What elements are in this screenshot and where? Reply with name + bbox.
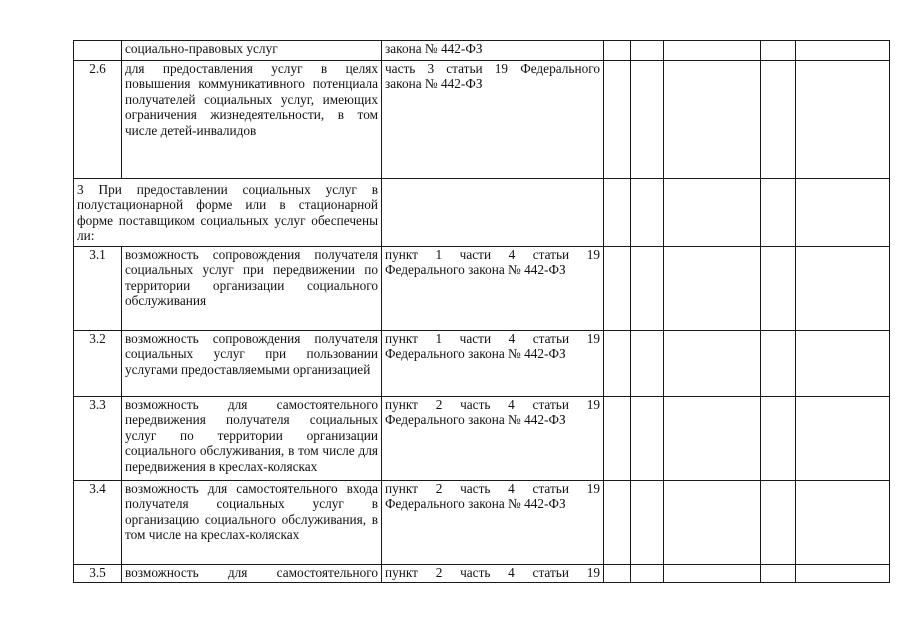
section-heading-row	[74, 179, 890, 247]
answer-no-cell	[631, 565, 664, 583]
row-legal-basis: пункт 2 часть 4 статьи 19 Федерального закона № 442-ФЗ	[382, 481, 604, 565]
row-legal-basis: закона № 442-ФЗ	[382, 41, 604, 61]
row-legal-basis	[382, 179, 604, 247]
answer-no-cell	[631, 247, 664, 331]
note-cell	[761, 179, 796, 247]
row-description: возможность для самостоятельного передвижения получателя социальных услуг по территории организации социального обслуживания, в том числе для передвижения в креслах-колясках	[122, 397, 382, 481]
row-description: возможность сопровождения получателя социальных услуг при пользовании услугами предоставляемыми организацией	[122, 331, 382, 397]
not-applicable-cell	[664, 565, 761, 583]
answer-no-cell	[631, 179, 664, 247]
answer-no-cell	[631, 41, 664, 61]
not-applicable-cell	[664, 41, 761, 61]
row-number: 3.3	[74, 397, 122, 481]
answer-yes-cell	[604, 179, 631, 247]
answer-yes-cell	[604, 397, 631, 481]
row-description: возможность для самостоятельного входа получателя социальных услуг в организацию социального обслуживания, в том числе на креслах-колясках	[122, 481, 382, 565]
comment-cell	[796, 247, 890, 331]
row-number: 3.4	[74, 481, 122, 565]
row-description: социально-правовых услуг	[122, 41, 382, 61]
answer-yes-cell	[604, 247, 631, 331]
row-number	[74, 41, 122, 61]
comment-cell	[796, 61, 890, 179]
row-number: 3.1	[74, 247, 122, 331]
note-cell	[761, 41, 796, 61]
answer-yes-cell	[604, 481, 631, 565]
row-legal-basis: пункт 1 части 4 статьи 19 Федерального закона № 442-ФЗ	[382, 247, 604, 331]
table-row	[74, 247, 890, 331]
table-row	[74, 331, 890, 397]
inspection-checklist-table	[73, 40, 890, 583]
answer-yes-cell	[604, 331, 631, 397]
comment-cell	[796, 331, 890, 397]
not-applicable-cell	[664, 331, 761, 397]
note-cell	[761, 565, 796, 583]
not-applicable-cell	[664, 247, 761, 331]
row-description: возможность для самостоятельного	[122, 565, 382, 583]
comment-cell	[796, 397, 890, 481]
not-applicable-cell	[664, 61, 761, 179]
note-cell	[761, 331, 796, 397]
section-3-heading: 3 При предоставлении социальных услуг в полустационарной форме или в стационарной форме поставщиком социальных услуг обеспечены ли:	[74, 179, 382, 247]
row-description: для предоставления услуг в целях повышения коммуникативного потенциала получателей социальных услуг, имеющих ограничения жизнедеятельности, в том числе детей-инвалидов	[122, 61, 382, 179]
comment-cell	[796, 179, 890, 247]
table-row	[74, 565, 890, 583]
row-description: возможность сопровождения получателя социальных услуг при передвижении по территории организации социального обслуживания	[122, 247, 382, 331]
comment-cell	[796, 481, 890, 565]
table-row	[74, 397, 890, 481]
not-applicable-cell	[664, 481, 761, 565]
note-cell	[761, 247, 796, 331]
answer-no-cell	[631, 397, 664, 481]
answer-yes-cell	[604, 61, 631, 179]
answer-no-cell	[631, 61, 664, 179]
note-cell	[761, 61, 796, 179]
row-number: 3.5	[74, 565, 122, 583]
table-row	[74, 41, 890, 61]
answer-yes-cell	[604, 565, 631, 583]
row-legal-basis: пункт 2 часть 4 статьи 19 Федерального закона № 442-ФЗ	[382, 397, 604, 481]
table-row	[74, 481, 890, 565]
note-cell	[761, 397, 796, 481]
table-row	[74, 61, 890, 179]
row-legal-basis: пункт 1 части 4 статьи 19 Федерального закона № 442-ФЗ	[382, 331, 604, 397]
answer-yes-cell	[604, 41, 631, 61]
row-number: 3.2	[74, 331, 122, 397]
answer-no-cell	[631, 331, 664, 397]
comment-cell	[796, 565, 890, 583]
not-applicable-cell	[664, 397, 761, 481]
note-cell	[761, 481, 796, 565]
answer-no-cell	[631, 481, 664, 565]
row-number: 2.6	[74, 61, 122, 179]
not-applicable-cell	[664, 179, 761, 247]
row-legal-basis: пункт 2 часть 4 статьи 19	[382, 565, 604, 583]
comment-cell	[796, 41, 890, 61]
row-legal-basis: часть 3 статьи 19 Федерального закона № 442-ФЗ	[382, 61, 604, 179]
